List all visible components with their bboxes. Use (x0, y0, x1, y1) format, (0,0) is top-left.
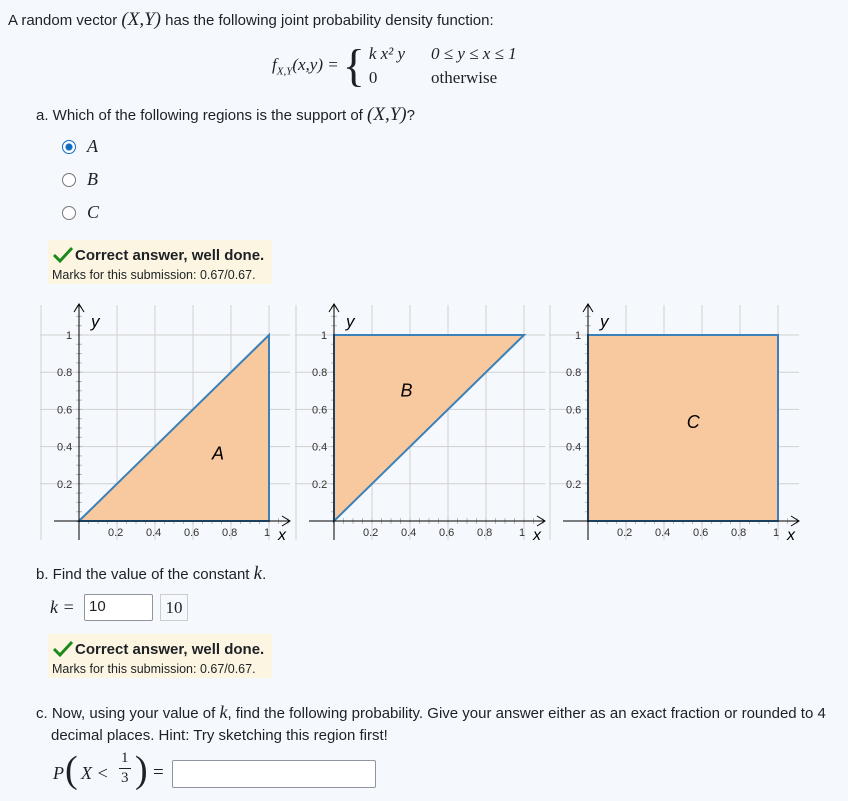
brace: { (342, 40, 365, 91)
right-paren: ) (135, 749, 148, 791)
y-tick-label: 0.8 (312, 367, 328, 380)
k-label: k = (50, 597, 75, 617)
y-tick-label: 0.8 (57, 367, 73, 380)
probability-expression: P ( X < 1 3 ) = (53, 749, 164, 791)
y-tick-label: 0.4 (566, 441, 582, 454)
region-polygon (79, 335, 269, 521)
x-tick-label: 0.8 (477, 527, 493, 539)
x-tick-label: 0.6 (439, 527, 455, 539)
radio-option-a[interactable] (62, 140, 76, 154)
x-axis-label: x (278, 527, 286, 544)
x-axis-label: x (787, 527, 795, 544)
intro-text: A random vector (X,Y) has the following joint probability density function: (8, 9, 494, 30)
cases: k x² y 0 ≤ y ≤ x ≤ 1 0 otherwise (368, 44, 517, 87)
x-tick-label: 0.8 (222, 527, 238, 539)
probability-input[interactable] (172, 760, 376, 788)
x-tick-label: 1 (773, 527, 780, 539)
y-tick-label: 0.2 (57, 478, 73, 491)
y-tick-label: 1 (321, 330, 328, 342)
y-tick-label: 0.6 (312, 404, 328, 417)
left-paren: ( (65, 749, 78, 791)
feedback-a: Correct answer, well done. Marks for this submission: 0.67/0.67. (48, 240, 272, 284)
region-polygon (334, 335, 524, 521)
radio-option-b[interactable] (62, 173, 76, 187)
k-preview: 10 (160, 594, 188, 621)
option-a-label: A (87, 136, 98, 156)
y-tick-label: 0.6 (566, 404, 582, 417)
y-axis-label: y (346, 312, 355, 331)
x-tick-label: 0.2 (363, 527, 379, 539)
x-tick-label: 0.4 (146, 527, 162, 539)
feedback-b: Correct answer, well done. Marks for this submission: 0.67/0.67. (48, 634, 272, 678)
x-tick-label: 0.6 (693, 527, 709, 539)
y-tick-label: 1 (66, 330, 73, 342)
fraction-bar (119, 768, 131, 769)
region-label: B (400, 380, 413, 401)
pdf-formula: $f_{X,Y}(x,y)$ = { k x² y 0 ≤ y ≤ x ≤ 1 0 otherwise (272, 40, 517, 91)
x-tick-label: 0.8 (731, 527, 747, 539)
check-icon (52, 640, 74, 658)
option-c-label: C (87, 202, 100, 222)
region-label: A (212, 443, 225, 464)
question-b: b. Find the value of the constant k. (36, 563, 267, 584)
x-tick-label: 0.2 (617, 527, 633, 539)
y-tick-label: 0.4 (57, 441, 73, 454)
x-tick-label: 0.6 (184, 527, 200, 539)
y-tick-label: 0.4 (312, 441, 328, 454)
question-a: a. Which of the following regions is the support of (X,Y)? (36, 104, 415, 125)
region-a-chart (40, 300, 292, 545)
y-axis-label: y (91, 312, 100, 331)
check-icon (52, 246, 74, 264)
region-b-chart (295, 300, 547, 545)
x-tick-label: 1 (519, 527, 526, 539)
y-tick-label: 1 (575, 330, 582, 342)
region-c-chart (549, 300, 801, 545)
radio-option-c[interactable] (62, 206, 76, 220)
x-tick-label: 1 (264, 527, 271, 539)
y-tick-label: 0.8 (566, 367, 582, 380)
y-tick-label: 0.2 (566, 478, 582, 491)
option-b-label: B (87, 169, 98, 189)
region-label: C (686, 412, 700, 432)
x-tick-label: 0.4 (401, 527, 417, 539)
y-axis-label: y (600, 312, 609, 331)
x-axis-label: x (533, 527, 541, 544)
x-tick-label: 0.2 (108, 527, 124, 539)
y-tick-label: 0.6 (57, 404, 73, 417)
question-c: c. Now, using your value of k, find the following probability. Give your answer either as an exact fraction or rounded to 4 decimal places. Hint: Try sketching this region first! (36, 702, 826, 744)
y-tick-label: 0.2 (312, 478, 328, 491)
region-polygon (588, 335, 778, 521)
x-tick-label: 0.4 (655, 527, 671, 539)
k-input[interactable]: 10 (84, 594, 153, 621)
